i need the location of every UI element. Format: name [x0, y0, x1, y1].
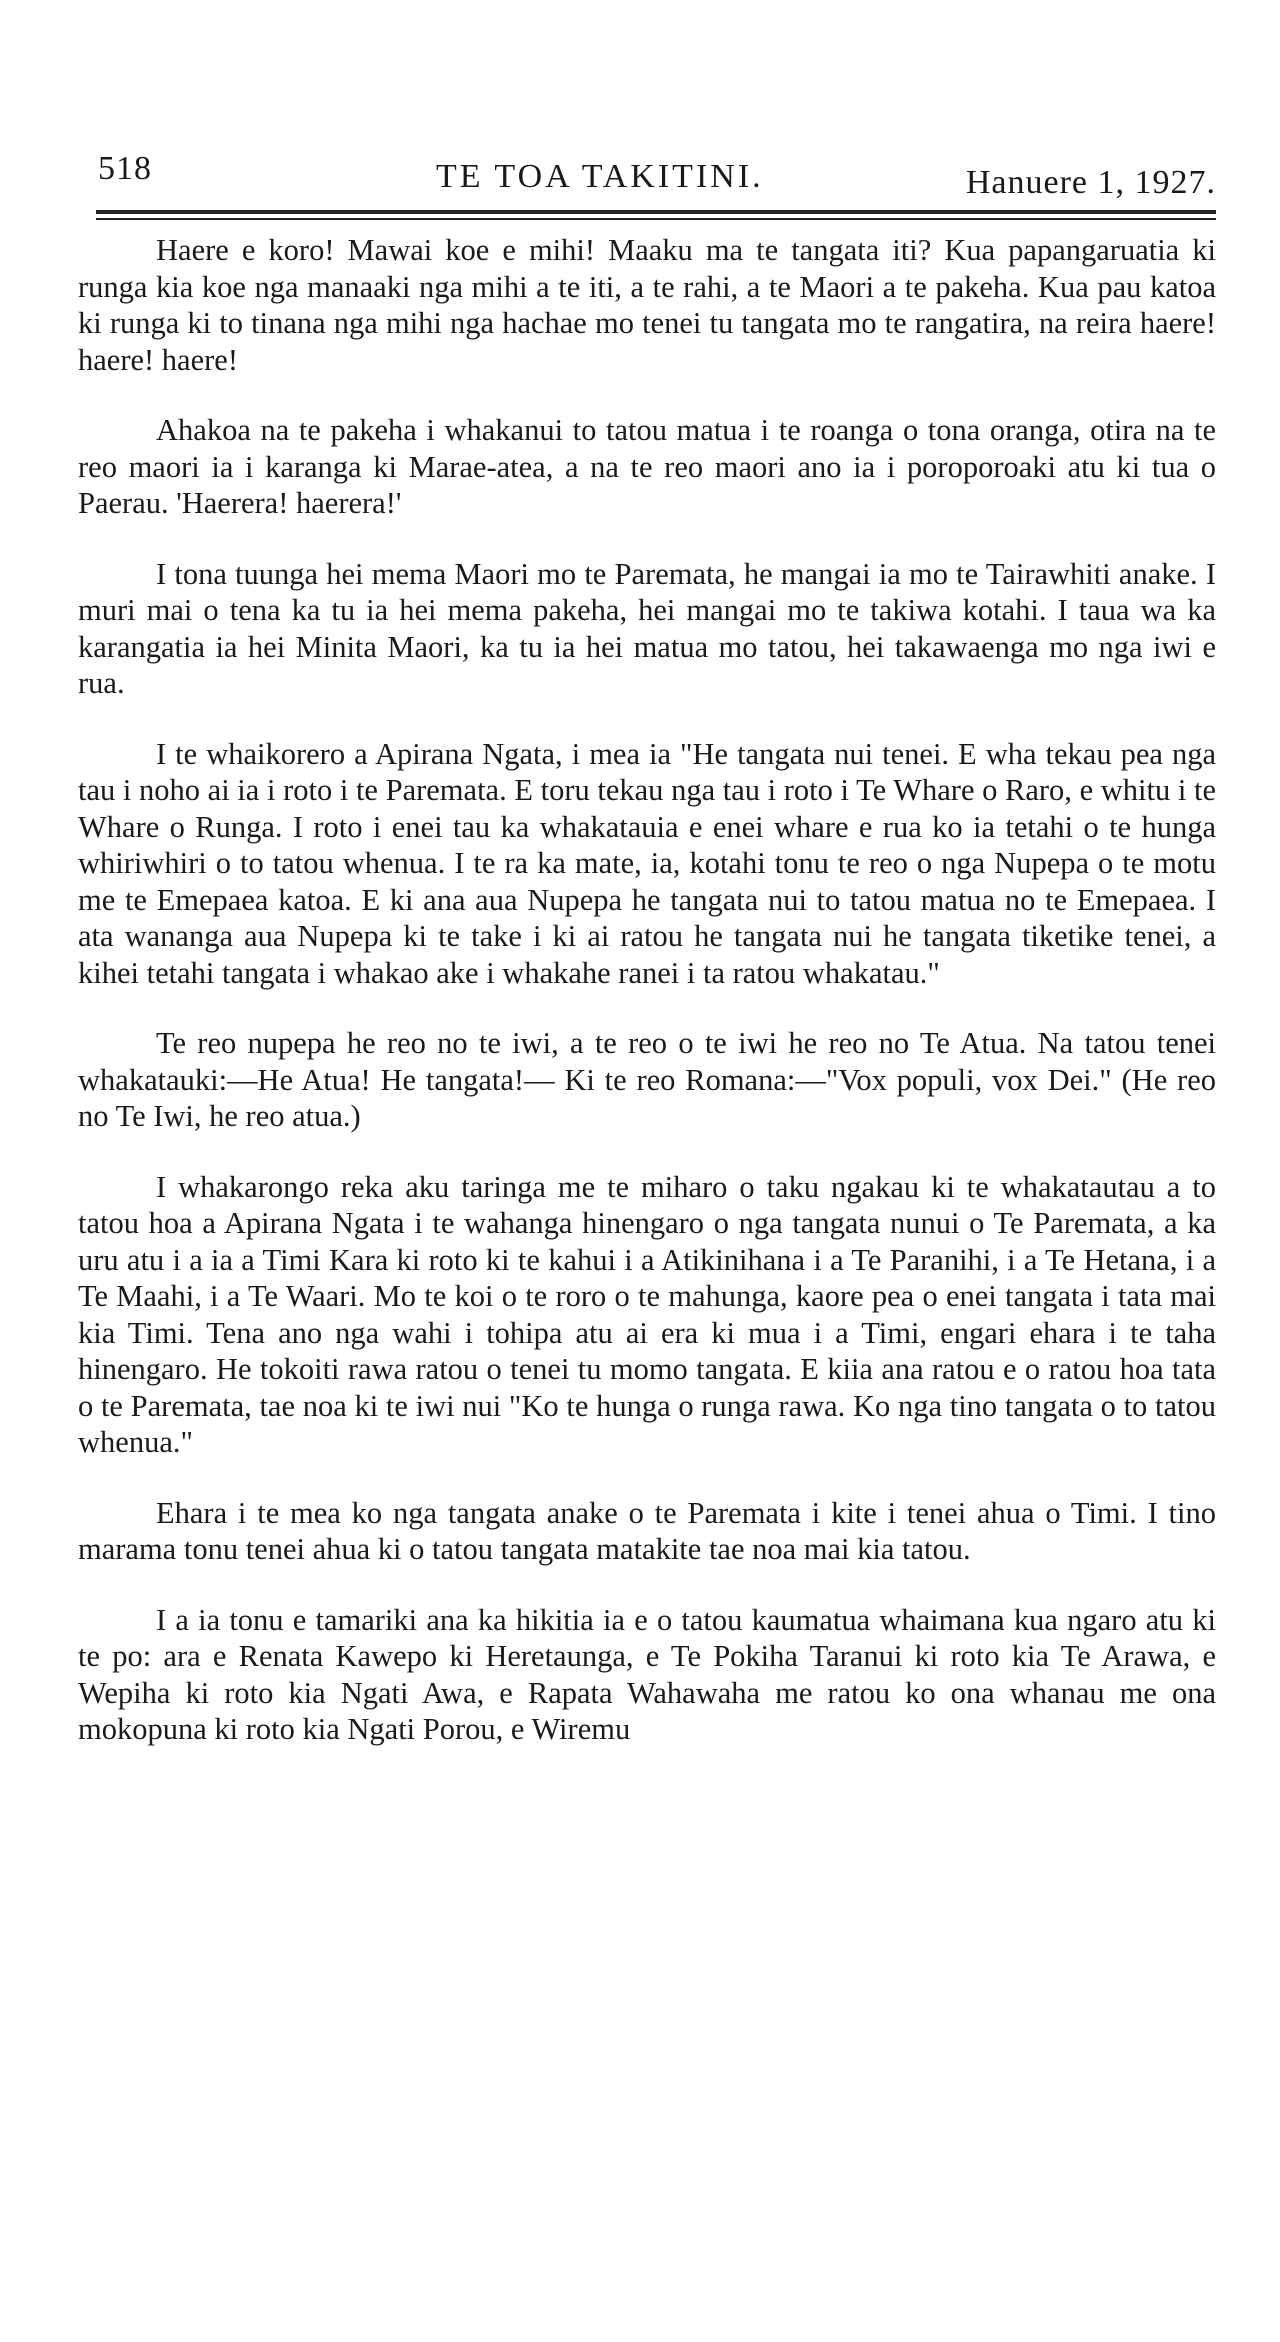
header-rule-thin [96, 218, 1216, 220]
paragraph-3: I tona tuunga hei mema Maori mo te Paremata, he mangai ia mo te Tairawhiti anake. I muri mai o tena ka tu ia hei mema pakeha, hei mangai mo te takiwa kotahi. I taua wa ka karangatia ia hei Minita Maori, ka tu ia hei matua mo tatou, hei takawaenga mo nga iwi e rua. [78, 556, 1216, 700]
page-number: 518 [98, 150, 152, 187]
running-date: Hanuere 1, 1927. [965, 164, 1216, 201]
paragraph-4: I te whaikorero a Apirana Ngata, i mea ia "He tangata nui tenei. E wha tekau pea nga tau i noho ai ia i roto i te Paremata. E toru tekau nga tau i roto i Te Whare o Raro, e whitu i te Whare o Runga. I roto i enei tau ka whakatauia e enei whare e rua ko ia tetahi o te hunga whiriwhiri o to tatou whenua. I te ra ka mate, ia, kotahi tonu te reo o nga Nupepa o te motu me te Emepaea katoa. E ki ana aua Nupepa he tangata nui to tatou matua no te Emepaea. I ata wananga aua Nupepa ki te take i ki ai ratou he tangata nui he tangata tiketike tenei, a kihei tetahi tangata i whakao ake i whakahe ranei i ta ratou whakatau." [78, 736, 1216, 990]
paragraph-5: Te reo nupepa he reo no te iwi, a te reo o te iwi he reo no Te Atua. Na tatou tenei whakatauki:—He Atua! He tangata!— Ki te reo Romana:—"Vox populi, vox Dei." (He reo no Te Iwi, he reo atua.) [78, 1026, 1216, 1133]
paragraph-8: I a ia tonu e tamariki ana ka hikitia ia e o tatou kaumatua whaimana kua ngaro atu ki te po: ara e Renata Kawepo ki Heretaunga, e Te Pokiha Taranui ki roto kia Te Arawa, e Wepiha ki roto kia Ngati Awa, e Rapata Wahawaha me ratou ko ona whanau me ona mokopuna ki roto kia Ngati Porou, e Wiremu [78, 1602, 1216, 1746]
paragraph-1: Haere e koro! Mawai koe e mihi! Maaku ma te tangata iti? Kua papangaruatia ki runga kia koe nga manaaki nga mihi a te iti, a te rahi, a te Maori a te pakeha. Kua pau katoa ki runga ki to tinana nga mihi nga hachae mo tenei tu tangata mo te rangatira, na reira haere! haere! haere! [78, 233, 1216, 377]
paragraph-6: I whakarongo reka aku taringa me te miharo o taku ngakau ki te whakatautau a to tatou hoa a Apirana Ngata i te wahanga hinengaro o nga tangata nunui o Te Paremata, a ka uru atu i a ia a Timi Kara ki roto ki te kahui i a Atikinihana i a Te Paranihi, i a Te Hetana, i a Te Maahi, i a Te Waari. Mo te koi o te roro o te mahunga, kaore pea o enei tangata i tata mai kia Timi. Tena ano nga wahi i tohipa atu ai era ki mua i a Timi, engari ehara i te taha hinengaro. He tokoiti rawa ratou o tenei tu momo tangata. E kiia ana ratou e o ratou hoa tata o te Paremata, tae noa ki te iwi nui "Ko te hunga o runga rawa. Ko nga tino tangata o to tatou whenua." [78, 1169, 1216, 1459]
paragraph-2: Ahakoa na te pakeha i whakanui to tatou matua i te roanga o tona oranga, otira na te reo maori ia i karanga ki Marae-atea, a na te reo maori ano ia i poroporoaki atu ki tua o Paerau. 'Haerera! haerera!' [78, 413, 1216, 520]
body-text [78, 232, 1216, 1774]
running-title: TE TOA TAKITINI. [436, 158, 764, 195]
page-header [96, 150, 1216, 201]
paragraph-7: Ehara i te mea ko nga tangata anake o te Paremata i kite i tenei ahua o Timi. I tino marama tonu tenei ahua ki o tatou tangata matakite tae noa mai kia tatou. [78, 1495, 1216, 1566]
header-rule-thick [96, 210, 1216, 214]
